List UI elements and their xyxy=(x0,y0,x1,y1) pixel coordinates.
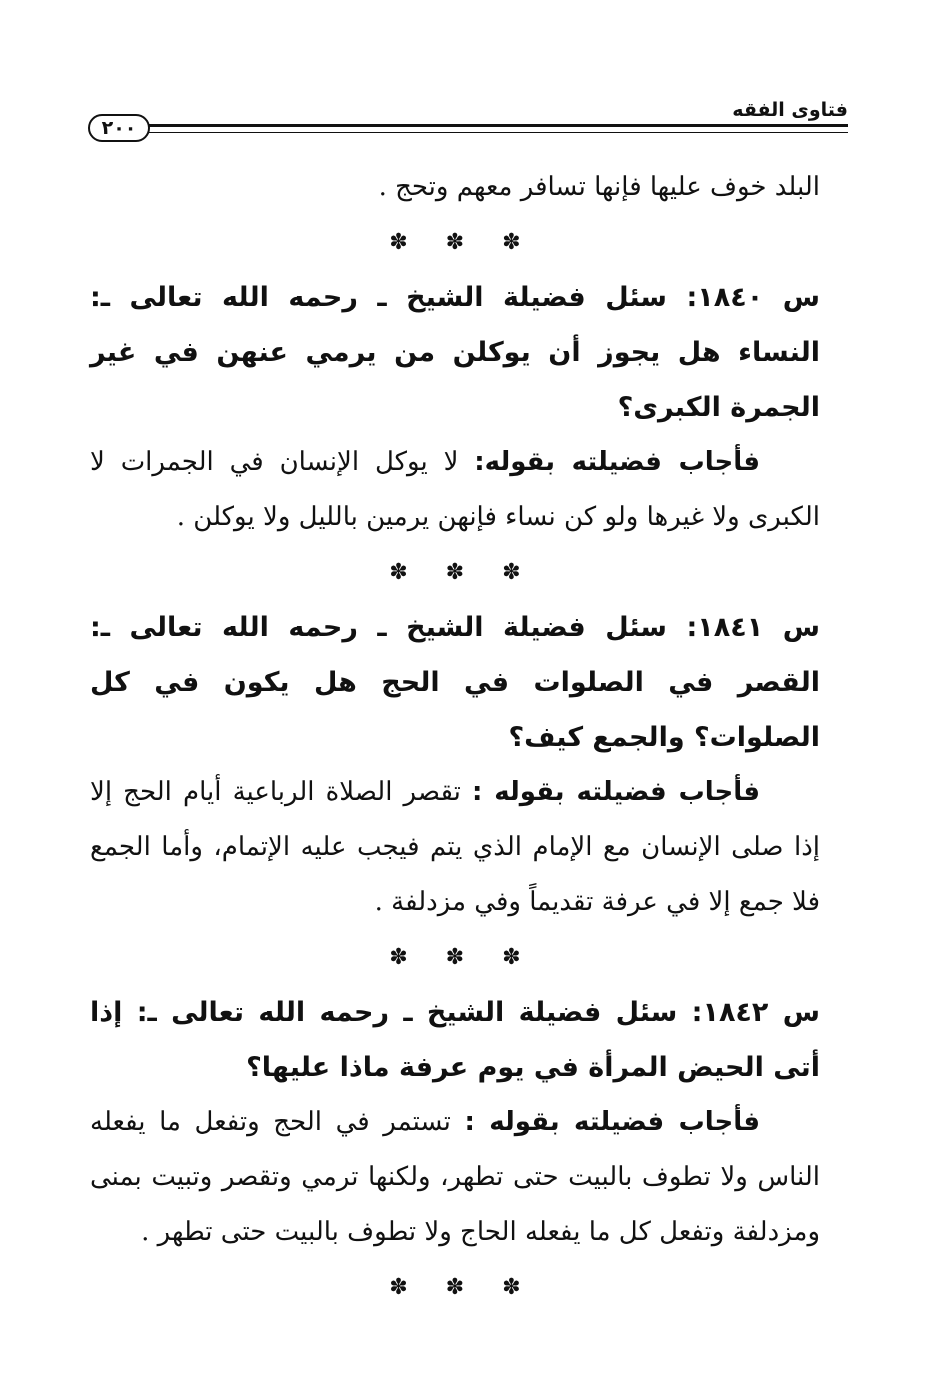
asterism-icon: ✽ xyxy=(389,560,408,585)
running-header xyxy=(88,98,848,144)
asterism-icon: ✽ xyxy=(445,1275,465,1300)
answer-text: تقصر الصلاة الرباعية أيام الحج إلا إذا صلى الإنسان مع الإمام الذي يتم فيجب عليه الإتمام، وأما الجمع فلا جمع إلا في عرفة تقديماً وفي مزدلفة . xyxy=(90,777,820,917)
section-separator xyxy=(90,1260,820,1315)
answer-lead: فأجاب فضيلته بقوله : xyxy=(471,777,761,807)
answer-text: لا يوكل الإنسان في الجمرات لا الكبرى ولا غيرها ولو كن نساء فإنهن يرمين بالليل ولا يوكلن . xyxy=(90,447,820,532)
answer-1840 xyxy=(90,435,820,545)
asterism-icon: ✽ xyxy=(389,945,408,970)
header-double-rule xyxy=(146,124,848,133)
section-separator xyxy=(90,930,820,985)
answer-1841 xyxy=(90,765,820,930)
answer-1842 xyxy=(90,1095,820,1260)
answer-lead: فأجاب فضيلته بقوله: xyxy=(474,447,760,477)
answer-lead: فأجاب فضيلته بقوله : xyxy=(464,1107,760,1137)
page-number-badge: ٢٠٠ xyxy=(88,114,150,142)
asterism-icon: ✽ xyxy=(389,1275,408,1300)
asterism-icon: ✽ xyxy=(389,230,408,255)
intro-paragraph: البلد خوف عليها فإنها تسافر معهم وتحج . xyxy=(378,172,820,202)
question-1840: س ١٨٤٠: سئل فضيلة الشيخ ـ رحمه الله تعالى ـ: النساء هل يجوز أن يوكلن من يرمي عنهن في غير الجمرة الكبرى؟ xyxy=(90,282,820,423)
asterism-icon: ✽ xyxy=(502,230,521,255)
asterism-icon: ✽ xyxy=(502,1275,521,1300)
asterism-icon: ✽ xyxy=(502,560,521,585)
asterism-icon: ✽ xyxy=(445,560,465,585)
asterism-icon: ✽ xyxy=(445,230,465,255)
book-title: فتاوى الفقه xyxy=(732,99,848,121)
question-1841: س ١٨٤١: سئل فضيلة الشيخ ـ رحمه الله تعالى ـ: القصر في الصلوات في الحج هل يكون في كل الصلوات؟ والجمع كيف؟ xyxy=(90,612,820,753)
section-separator xyxy=(90,545,820,600)
asterism-icon: ✽ xyxy=(445,945,465,970)
section-separator xyxy=(90,215,820,270)
page-body xyxy=(90,160,820,1315)
asterism-icon: ✽ xyxy=(502,945,521,970)
question-1842: س ١٨٤٢: سئل فضيلة الشيخ ـ رحمه الله تعالى ـ: إذا أتى الحيض المرأة في يوم عرفة ماذا عليها؟ xyxy=(90,997,820,1083)
answer-text: تستمر في الحج وتفعل ما يفعله الناس ولا تطوف بالبيت حتى تطهر، ولكنها ترمي وتقصر وتبيت بمنى ومزدلفة وتفعل كل ما يفعله الحاج ولا تطوف بالبيت حتى تطهر . xyxy=(90,1107,820,1247)
